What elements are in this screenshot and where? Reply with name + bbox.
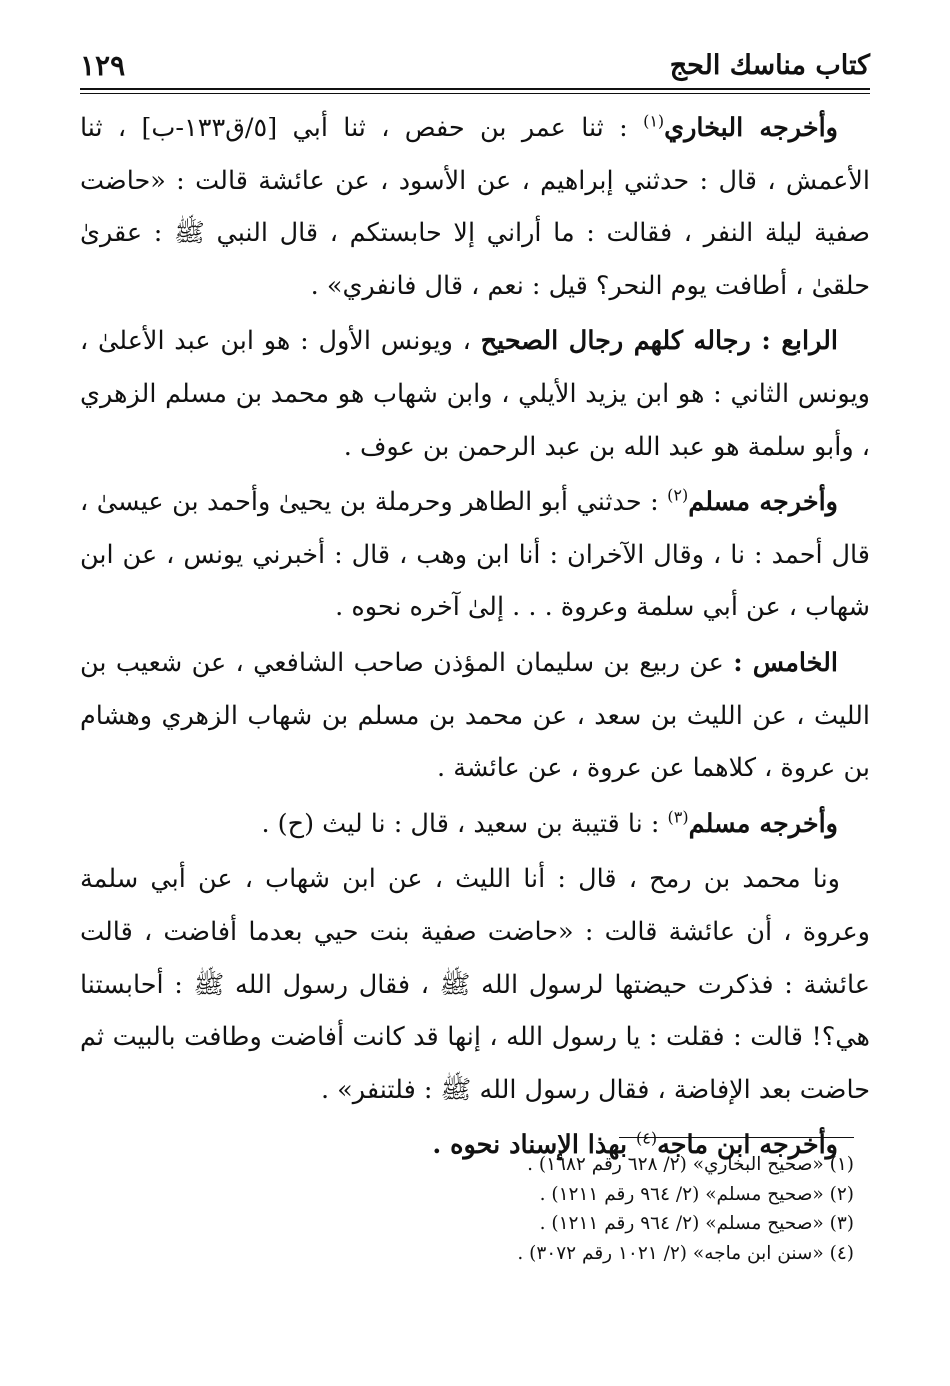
paragraph-lead: وأخرجه ابن ماجه [657,1130,838,1161]
paragraph-fourth [80,315,870,473]
footnote-separator [619,1137,854,1138]
paragraph-text: : ثنا عمر بن حفص ، ثنا أبي [٥/ق١٣٣-ب] ، ثنا الأعمش ، قال : حدثني إبراهيم ، عن الأسود ، عن عائشة قالت : «حاضت صفية ليلة النفر ، فقالت : ما أراني إلا حابستكم ، قال النبي ﷺ : عقرىٰ حلقىٰ ، أطافت يوم النحر؟ قيل : نعم ، قال فانفري» . [80,113,870,301]
paragraph-lead: وأخرجه مسلم [688,487,838,518]
paragraph-lead: وأخرجه البخاري [664,113,838,143]
header-rule-thin [80,93,870,94]
paragraph-muslim-2 [80,798,870,851]
main-text [80,102,870,1175]
running-header [80,38,870,86]
footnote-1: (١) «صحيح البخاري» (٢/ ٦٢٨ رقم ١٦٨٢) . [527,1154,854,1175]
footnote-ref: (٣) [667,807,689,827]
footnote-2: (٢) «صحيح مسلم» (٢/ ٩٦٤ رقم ١٢١١) . [539,1183,854,1205]
footnote-ref: (٢) [667,485,689,505]
header-rule-thick [80,88,870,90]
footnote-4: (٤) «سنن ابن ماجه» (٢/ ١٠٢١ رقم ٣٠٧٢) . [517,1242,854,1264]
paragraph-text: : نا قتيبة بن سعيد ، قال : نا ليث (ح) . [261,808,668,839]
footnote-3: (٣) «صحيح مسلم» (٢/ ٩٦٤ رقم ١٢١١) . [539,1213,854,1234]
paragraph-lead: الخامس : [733,647,838,678]
paragraph-bukhari [80,102,870,312]
footnotes [80,1150,854,1268]
paragraph-text: عن ربيع بن سليمان المؤذن صاحب الشافعي ، عن شعيب بن الليث ، عن الليث بن سعد ، عن محمد بن مسلم بن شهاب الزهري وهشام بن عروة ، كلاهما عن عروة ، عن عائشة . [80,647,870,784]
page-number: ١٢٩ [80,49,126,82]
paragraph-hadith [80,853,870,1116]
paragraph-muslim-1 [80,476,870,634]
paragraph-lead: وأخرجه مسلم [688,808,838,839]
book-title: كتاب مناسك الحج [669,50,870,81]
paragraph-text: : حدثني أبو الطاهر وحرملة بن يحيىٰ وأحمد بن عيسىٰ ، قال أحمد : نا ، وقال الآخران : أنا ابن وهب ، قال : أخبرني يونس ، عن ابن شهاب ، عن أبي سلمة وعروة . . . إلىٰ آخره نحوه . [80,487,870,623]
paragraph-text: ونا محمد بن رمح ، قال : أنا الليث ، عن ابن شهاب ، عن أبي سلمة وعروة ، أن عائشة قالت : «حاضت صفية بنت حيي بعدما أفاضت ، قالت عائشة : فذكرت حيضتها لرسول الله ﷺ ، فقال رسول الله ﷺ : أحابستنا هي؟! قالت : فقلت : يا رسول الله ، إنها قد كانت أفاضت وطافت بالبيت ثم حاضت بعد الإفاضة ، فقال رسول الله ﷺ : فلتنفر» . [80,864,870,1105]
paragraph-text: بهذا الإسناد نحوه . [432,1130,637,1161]
paragraph-lead: الرابع : رجاله كلهم رجال الصحيح [480,326,839,357]
footnote-ref: (٤) [636,1128,658,1148]
paragraph-fifth [80,637,870,795]
paragraph-text: ، ويونس الأول : هو ابن عبد الأعلىٰ ، ويونس الثاني : هو ابن يزيد الأيلي ، وابن شهاب هو محمد بن مسلم الزهري ، وأبو سلمة هو عبد الله بن عبد الرحمن بن عوف . [80,326,870,462]
footnote-ref: (١) [643,111,665,131]
